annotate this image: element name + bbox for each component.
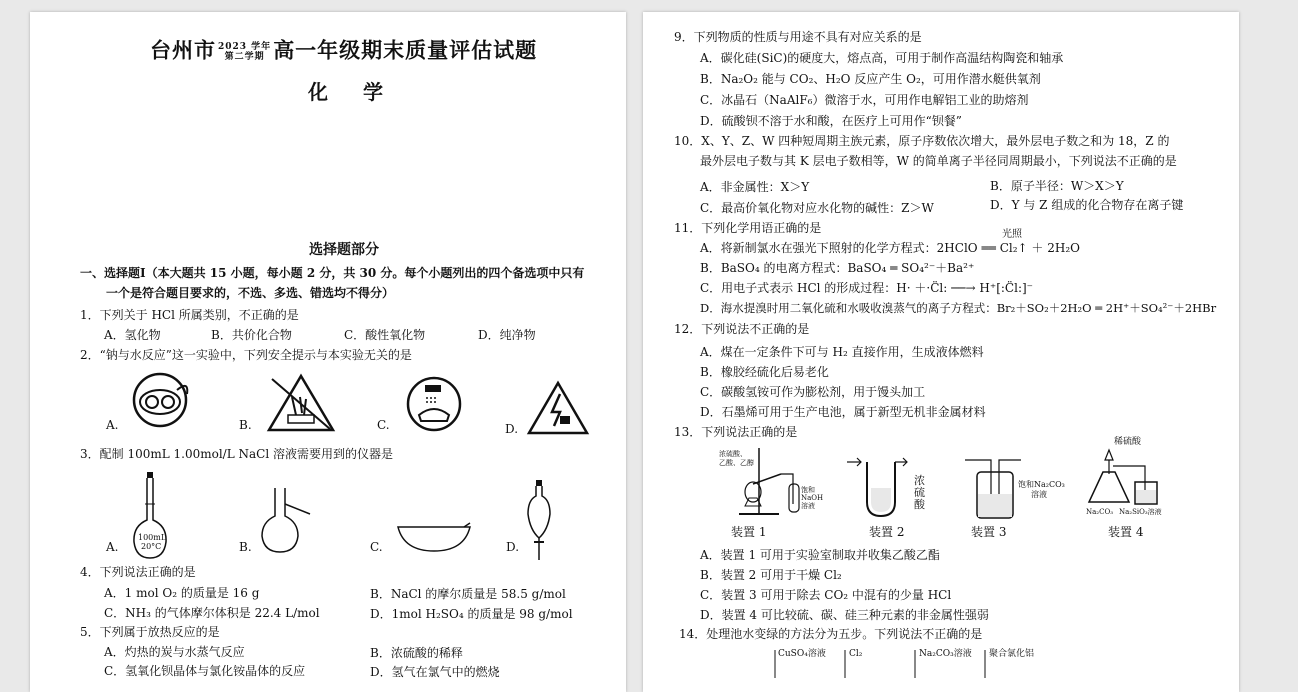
q13-option-d: D．装置 4 可比较硫、碳、硅三种元素的非金属性强弱	[700, 608, 989, 622]
q3-stem: 3．配制 100mL 1.00mol/L NaCl 溶液需要用到的仪器是	[80, 447, 393, 461]
q10-stem-line1: 10．X、Y、Z、W 四种短周期主族元素，原子序数依次增大，最外层电子数之和为 18，Z 的	[674, 134, 1170, 148]
q11-option-c: C．用电子式表示 HCl 的形成过程：H· ＋·C̈l: ──→ H⁺[:C̈l:]⁻	[700, 281, 1034, 295]
q1-option-b: B．共价化合物	[211, 328, 292, 342]
apparatus-2-diagram	[843, 452, 913, 522]
q11-option-a: A．将新制氯水在强光下照射的化学方程式：2HClO ══ Cl₂↑ ＋ 2H₂O	[700, 241, 1080, 255]
app4-label-carbonate: Na₂CO₃	[1086, 508, 1114, 516]
wash-hands-icon	[405, 375, 463, 433]
app1-label-reagent-a: 浓硫酸、	[719, 450, 747, 458]
app2-label-b: 硫	[914, 486, 925, 499]
q4-option-b: B．NaCl 的摩尔质量是 58.5 g/mol	[370, 587, 566, 601]
app3-label-a: 饱和Na₂CO₃	[1018, 480, 1065, 489]
q2-stem: 2．“钠与水反应”这一实验中，下列安全提示与本实验无关的是	[80, 348, 412, 362]
app3-label-b: 溶液	[1031, 490, 1047, 499]
q1-option-c: C．酸性氧化物	[344, 328, 426, 342]
q5-option-c: C．氢氧化钡晶体与氯化铵晶体的反应	[104, 664, 306, 678]
q3-option-a: A.	[106, 540, 119, 554]
q9-option-b: B．Na₂O₂ 能与 CO₂、H₂O 反应产生 O₂，可用作潜水艇供氧剂	[700, 72, 1041, 86]
title-main: 高一年级期末质量评估试题	[273, 37, 538, 63]
q13-stem: 13．下列说法正确的是	[674, 425, 798, 439]
q13-option-c: C．装置 3 可用于除去 CO₂ 中混有的少量 HCl	[700, 588, 952, 602]
q12-option-b: B．橡胶经硫化后易老化	[700, 365, 829, 379]
apparatus-2-caption: 装置 2	[869, 525, 905, 539]
q2-option-b: B.	[239, 418, 252, 432]
q4-option-d: D．1mol H₂SO₄ 的质量是 98 g/mol	[370, 607, 573, 621]
q5-option-d: D．氢气在氯气中的燃烧	[370, 665, 500, 679]
corrosive-warning-icon	[266, 373, 336, 433]
exam-page-right	[643, 12, 1239, 692]
exam-title	[150, 37, 538, 63]
section-heading: 选择题部分	[309, 242, 379, 258]
q9-option-c: C．冰晶石（NaAlF₆）微溶于水，可用作电解铝工业的助熔剂	[700, 93, 1029, 107]
q10-option-c: C．最高价氧化物对应水化物的碱性：Z＞W	[700, 201, 934, 215]
q2-option-a: A.	[106, 418, 119, 432]
q3-option-d: D.	[506, 540, 520, 554]
app1-label-reagent-b: 乙酸、乙醇	[719, 459, 754, 467]
q2-option-c: C.	[377, 418, 390, 432]
q10-option-a: A．非金属性：X＞Y	[700, 180, 810, 194]
q9-option-d: D．硫酸钡不溶于水和酸，在医疗上可用作“钡餐”	[700, 114, 962, 128]
q12-option-c: C．碳酸氢铵可作为膨松剂，用于馒头加工	[700, 385, 926, 399]
distillation-flask-icon	[258, 486, 314, 554]
electrical-hazard-icon	[526, 380, 590, 436]
q5-stem: 5．下列属于放热反应的是	[80, 625, 220, 639]
q12-option-a: A．煤在一定条件下可与 H₂ 直接作用，生成液体燃料	[700, 345, 984, 359]
q5-option-b: B．浓硫酸的稀释	[370, 646, 463, 660]
app1-label-naoh-b: NaOH	[801, 494, 824, 502]
title-city: 台州市	[150, 37, 216, 63]
q4-option-a: A．1 mol O₂ 的质量是 16 g	[104, 586, 260, 600]
q11-option-b: B．BaSO₄ 的电离方程式：BaSO₄ ═ SO₄²⁻＋Ba²⁺	[700, 261, 975, 275]
q5-option-a: A．灼热的炭与水蒸气反应	[104, 645, 245, 659]
apparatus-4-diagram	[1083, 442, 1173, 508]
app2-label-a: 浓	[914, 474, 925, 487]
apparatus-3-caption: 装置 3	[971, 525, 1007, 539]
q1-option-d: D．纯净物	[478, 328, 536, 342]
app1-label-naoh-a: 饱和	[801, 486, 815, 494]
q11-a-condition: 光照	[1002, 229, 1022, 240]
q12-stem: 12．下列说法不正确的是	[674, 322, 810, 336]
flask-label-volume: 100mL	[138, 533, 167, 542]
q1-option-a: A．氢化物	[104, 328, 161, 342]
app4-label-acid: 稀硫酸	[1114, 437, 1142, 447]
exam-page-left	[30, 12, 626, 692]
q13-option-b: B．装置 2 可用于干燥 Cl₂	[700, 568, 842, 582]
q1-stem: 1．下列关于 HCl 所属类别，不正确的是	[80, 308, 299, 322]
app4-label-silicate: Na₂SiO₃溶液	[1119, 508, 1162, 516]
instructions-line1: 一、选择题Ⅰ（本大题共 15 小题，每小题 2 分，共 30 分。每个小题列出的四个备选项中只有	[80, 266, 585, 280]
q2-option-d: D.	[505, 422, 519, 436]
goggles-safety-icon	[127, 372, 193, 428]
flask-label-temp: 20°C	[141, 542, 162, 551]
app1-label-naoh-c: 溶液	[801, 502, 815, 510]
q11-stem: 11．下列化学用语正确的是	[674, 221, 822, 235]
q12-option-d: D．石墨烯可用于生产电池，属于新型无机非金属材料	[700, 405, 986, 419]
q11-option-d: D．海水提溴时用二氧化硫和水吸收溴蒸气的离子方程式：Br₂＋SO₂＋2H₂O ═ 2H⁺＋SO₄²⁻＋2HBr	[700, 301, 1217, 315]
q13-option-a: A．装置 1 可用于实验室制取并收集乙酸乙酯	[700, 548, 940, 562]
q4-stem: 4．下列说法正确的是	[80, 565, 196, 579]
instructions-line2: 一个是符合题目要求的，不选、多选、错选均不得分）	[106, 286, 395, 300]
title-year	[218, 42, 271, 62]
title-year-line2: 第二学期	[224, 52, 265, 62]
q3-option-c: C.	[370, 540, 383, 554]
q14-step-1: CuSO₄溶液	[778, 649, 826, 659]
apparatus-1-caption: 装置 1	[731, 525, 767, 539]
q4-option-c: C．NH₃ 的气体摩尔体积是 22.4 L/mol	[104, 606, 320, 620]
apparatus-4-caption: 装置 4	[1108, 525, 1144, 539]
q14-step-2: Cl₂	[849, 649, 863, 659]
subject-title: 化 学	[308, 80, 397, 104]
separatory-funnel-icon	[524, 478, 554, 562]
q10-option-d: D．Y 与 Z 组成的化合物存在离子键	[990, 198, 1184, 212]
app2-label-c: 酸	[914, 498, 925, 511]
q14-step-3: Na₂CO₃溶液	[919, 649, 972, 659]
q14-step-4: 聚合氯化铝	[989, 649, 1035, 659]
q10-option-b: B．原子半径：W＞X＞Y	[990, 179, 1124, 193]
q10-stem-line2: 最外层电子数与其 K 层电子数相等，W 的简单离子半径同周期最小，下列说法不正确的是	[700, 154, 1177, 168]
title-year-line1: 2023 学年	[218, 42, 272, 52]
q3-option-b: B.	[239, 540, 252, 554]
evaporating-dish-icon	[394, 517, 474, 557]
q14-stem: 14．处理池水变绿的方法分为五步。下列说法不正确的是	[679, 627, 983, 641]
q9-option-a: A．碳化硅(SiC)的硬度大，熔点高，可用于制作高温结构陶瓷和轴承	[700, 51, 1064, 65]
q9-stem: 9．下列物质的性质与用途不具有对应关系的是	[674, 30, 922, 44]
